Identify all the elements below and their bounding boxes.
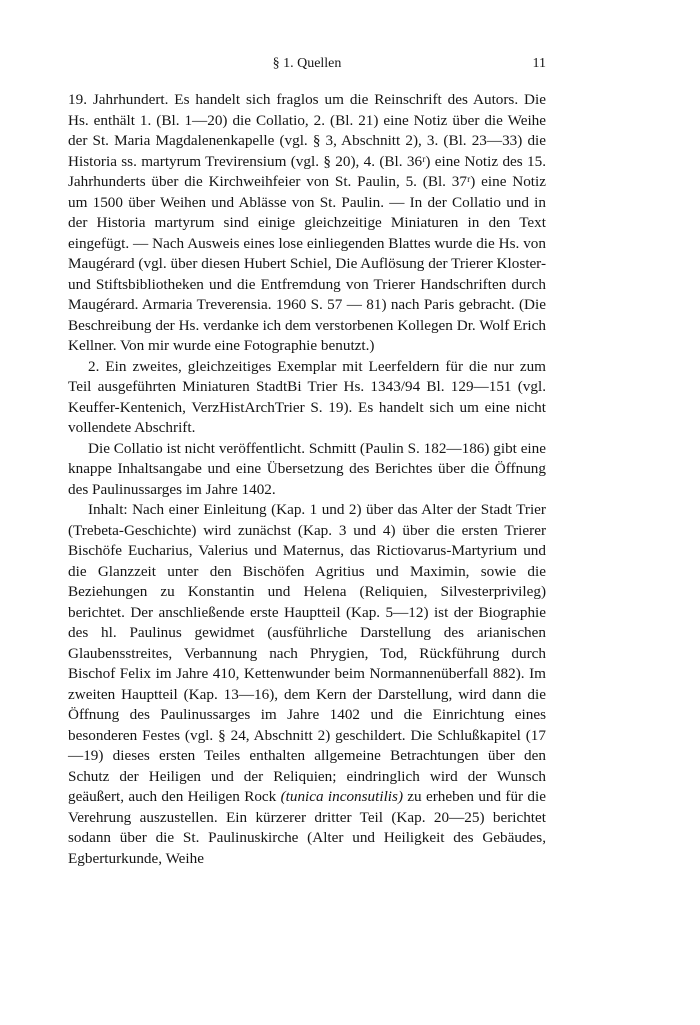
body-text: [68, 90, 546, 869]
paragraph: [68, 500, 546, 869]
running-head: § 1. Quellen: [272, 56, 342, 71]
page-header: [68, 56, 546, 78]
paragraph: [68, 439, 546, 501]
paragraph: [68, 357, 546, 439]
text-segment: 2. Ein zweites, gleichzeitiges Exemplar mit Leerfeldern für die nur zum Teil ausgeführten Miniaturen StadtBi Trier Hs. 1343/94 Bl. 129—151 (vgl. Keuffer-Kentenich, VerzHistArchTrier S. 19). Es handelt sich um eine nicht vollendete Abschrift.: [68, 357, 546, 436]
text-segment: 19. Jahrhundert. Es handelt sich fraglos um die Reinschrift des Autors. Die Hs. enthält 1. (Bl. 1—20) die Collatio, 2. (Bl. 21) eine Notiz über die Weihe der St. Maria Magdalenenkapelle (vgl. § 3, Abschnitt 2), 3. (Bl. 23—33) die Historia ss. martyrum Trevirensium (vgl. § 20), 4. (Bl. 36ʳ) eine Notiz des 15. Jahrhunderts über die Kirchweihfeier von St. Paulin, 5. (Bl. 37ʳ) eine Notiz um 1500 über Weihen und Ablässe von St. Paulin. — In der Collatio und in der Historia martyrum sind einige gleichzeitige Miniaturen in den Text eingefügt. — Nach Ausweis eines lose einliegenden Blattes wurde die Hs. von Maugérard (vgl. über diesen Hubert Schiel, Die Auflösung der Trierer Kloster- und Stiftsbibliotheken und die Entfremdung von Trierer Handschriften durch Maugérard. Armaria Treverensia. 1960 S. 57 — 81) nach Paris gebracht. (Die Beschreibung der Hs. verdanke ich dem verstorbenen Kollegen Dr. Wolf Erich Kellner. Von mir wurde eine Fotographie benutzt.): [68, 91, 546, 354]
text-segment: Die Collatio ist nicht veröffentlicht. Schmitt (Paulin S. 182—186) gibt eine knappe Inhaltsangabe und eine Übersetzung des Berichtes über die Öffnung des Paulinussarges im Jahre 1402.: [68, 439, 546, 498]
text-segment: Inhalt: Nach einer Einleitung (Kap. 1 und 2) über das Alter der Stadt Trier (Trebeta-Geschichte) wird zunächst (Kap. 3 und 4) über die ersten Trierer Bischöfe Eucharius, Valerius und Maternus, das Rictiovarus-Martyrium und die Glanzzeit unter den Bischöfen Agritius und Maximin, sowie die Beziehungen zu Konstantin und Helena (Reliquien, Silvesterprivileg) berichtet. Der anschließende erste Hauptteil (Kap. 5—12) ist der Biographie des hl. Paulinus gewidmet (ausführliche Darstellung des arianischen Glaubensstreites, Verbannung nach Phrygien, Tod, Rückführung durch Bischof Felix im Jahre 410, Kettenwunder beim Normannenüberfall 882). Im zweiten Hauptteil (Kap. 13—16), dem Kern der Darstellung, wird dann die Öffnung des Paulinussarges im Jahre 1402 und die Einrichtung eines besonderen Festes (vgl. § 24, Abschnitt 2) geschildert. Die Schlußkapitel (17—19) dieses ersten Teiles enthalten allgemeine Betrachtungen über den Schutz der Heiligen und der Reliquien; eindringlich wird der Wunsch geäußert, auch den Heiligen Rock: [68, 501, 546, 805]
italic-text: (tunica inconsutilis): [280, 788, 403, 805]
page-number: 11: [532, 56, 546, 71]
text-segment: zu erheben und für die Verehrung auszustellen. Ein kürzerer dritter Teil (Kap. 20—25) berichtet sodann über die St. Paulinuskirche (Alter und Heiligkeit des Gebäudes, Egberturkunde, Weihe: [68, 788, 546, 867]
paragraph: [68, 90, 546, 357]
